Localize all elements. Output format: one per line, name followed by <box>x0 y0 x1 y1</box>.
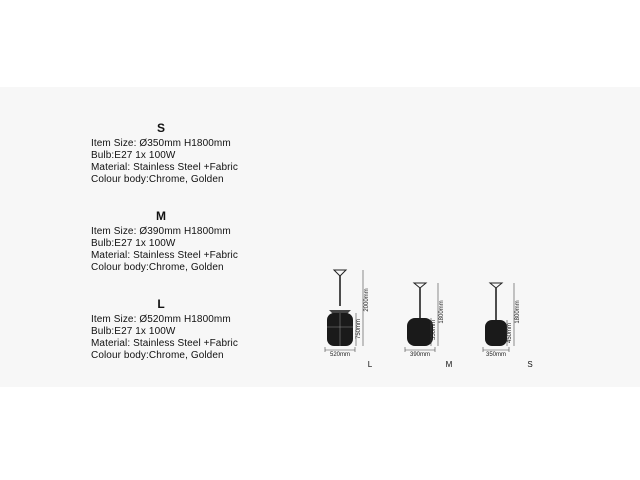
height-dimension-label: 1800mm <box>515 300 521 324</box>
item-size-text: Item Size: Ø520mm H1800mm <box>91 314 231 325</box>
bulb-text: Bulb:E27 1x 100W <box>91 238 176 249</box>
height-dimension-label: 2000mm <box>364 288 370 312</box>
shade-dimension-label: 550mm <box>431 319 437 341</box>
bulb-text: Bulb:E27 1x 100W <box>91 150 176 161</box>
shade-dimension-label: 750mm <box>356 318 362 340</box>
item-size-text: Item Size: Ø350mm H1800mm <box>91 138 231 149</box>
lamp-drawing-small <box>483 283 533 369</box>
lamp-shade <box>407 318 433 346</box>
size-heading-m: M <box>156 209 166 223</box>
width-dimension-label: 350mm <box>485 352 507 358</box>
lamp-shade <box>485 320 507 346</box>
size-heading-l: L <box>157 297 165 311</box>
width-dimension-label: 390mm <box>409 352 431 358</box>
colour-text: Colour body:Chrome, Golden <box>91 174 224 185</box>
lamp-size-label: M <box>445 360 453 369</box>
material-text: Material: Stainless Steel +Fabric <box>91 338 238 349</box>
ceiling-canopy <box>414 283 426 288</box>
lamp-drawing-large <box>325 270 373 369</box>
material-text: Material: Stainless Steel +Fabric <box>91 162 238 173</box>
ceiling-canopy <box>334 270 346 276</box>
lamp-size-label: L <box>367 360 373 369</box>
lamp-drawing-medium <box>405 283 453 369</box>
ceiling-canopy <box>490 283 502 288</box>
colour-text: Colour body:Chrome, Golden <box>91 350 224 361</box>
lamp-size-label: S <box>527 360 533 369</box>
size-heading-s: S <box>156 121 165 135</box>
bulb-text: Bulb:E27 1x 100W <box>91 326 176 337</box>
material-text: Material: Stainless Steel +Fabric <box>91 250 238 261</box>
item-size-text: Item Size: Ø390mm H1800mm <box>91 226 231 237</box>
colour-text: Colour body:Chrome, Golden <box>91 262 224 273</box>
height-dimension-label: 1800mm <box>439 300 445 324</box>
width-dimension-label: 520mm <box>329 352 351 358</box>
shade-dimension-label: 450mm <box>507 322 513 344</box>
